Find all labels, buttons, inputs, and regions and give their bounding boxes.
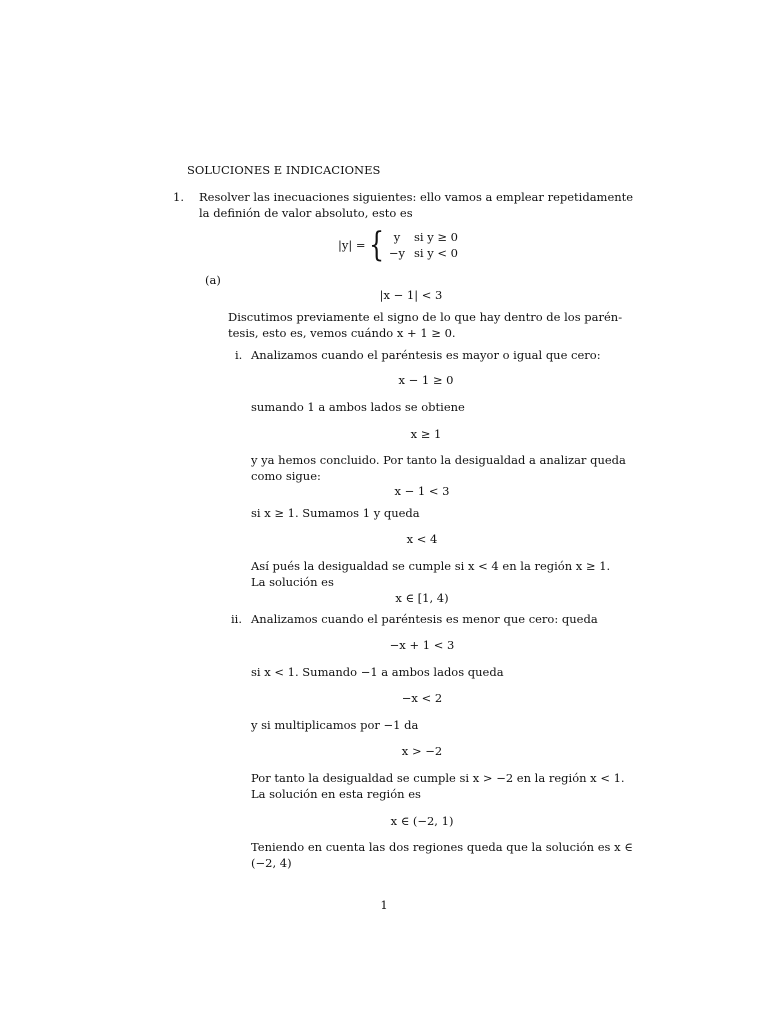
sub-i-text3a: y ya hemos concluido. Por tanto la desigualdad a analizar queda [251,453,626,467]
sub-ii-label: ii. [231,612,243,626]
case-condition: si y ≥ 0 [414,230,458,244]
sub-i-eq3: x − 1 < 3 [394,484,450,498]
part-a-intro-line2: tesis, esto es, vemos cuándo x + 1 ≥ 0. [228,326,456,340]
section-heading: SOLUCIONES E INDICACIONES [187,163,381,177]
sub-i-eq5: x ∈ [1, 4) [395,591,449,605]
sub-ii-text3: y si multiplicamos por −1 da [251,718,419,732]
sub-ii-text4b: La solución en esta región es [251,787,421,801]
sub-i-text2: sumando 1 a ambos lados se obtiene [251,400,465,414]
sub-ii-text4a: Por tanto la desigualdad se cumple si x > −2 en la región x < 1. [251,771,625,785]
sub-i-text3b: como sigue: [251,469,321,483]
sub-ii-eq3: x > −2 [401,744,443,758]
case-condition: si y < 0 [414,246,458,260]
case-value: y [393,230,401,244]
case-row [386,245,464,261]
sub-ii-eq2: −x < 2 [401,691,443,705]
sub-ii-text2: si x < 1. Sumando −1 a ambos lados queda [251,665,504,679]
case-value: −y [388,246,406,260]
part-a-intro-line1: Discutimos previamente el signo de lo que hay dentro de los parén- [228,310,623,324]
sub-i-eq1: x − 1 ≥ 0 [398,373,454,387]
sub-ii-eq1: −x + 1 < 3 [389,638,455,652]
abs-lhs: |y| = [338,238,366,252]
part-a-label: (a) [205,273,221,287]
sub-ii-text1: Analizamos cuando el paréntesis es menor que cero: queda [251,612,598,626]
sub-ii-eq4: x ∈ (−2, 1) [390,814,454,828]
sub-i-eq2: x ≥ 1 [410,427,442,441]
page-number: 1 [380,898,388,912]
sub-i-text5b: La solución es [251,575,334,589]
part-a-equation: |x − 1| < 3 [379,288,443,302]
sub-ii-text5b: (−2, 4) [251,856,292,870]
item1-line1: Resolver las inecuaciones siguientes: ello vamos a emplear repetidamente [199,190,634,204]
cases-table [386,229,464,261]
sub-i-eq4: x < 4 [406,532,438,546]
sub-ii-text5a: Teniendo en cuenta las dos regiones queda que la solución es x ∈ [251,840,633,854]
sub-i-text4: si x ≥ 1. Sumamos 1 y queda [251,506,420,520]
left-brace: { [369,225,385,265]
item1-line2: la definión de valor absoluto, esto es [199,206,413,220]
sub-i-text5a: Así pués la desigualdad se cumple si x < 4 en la región x ≥ 1. [251,559,611,573]
sub-i-label: i. [235,348,243,362]
item-number: 1. [173,190,184,204]
case-row [386,229,464,245]
sub-i-text1: Analizamos cuando el paréntesis es mayor o igual que cero: [251,348,601,362]
